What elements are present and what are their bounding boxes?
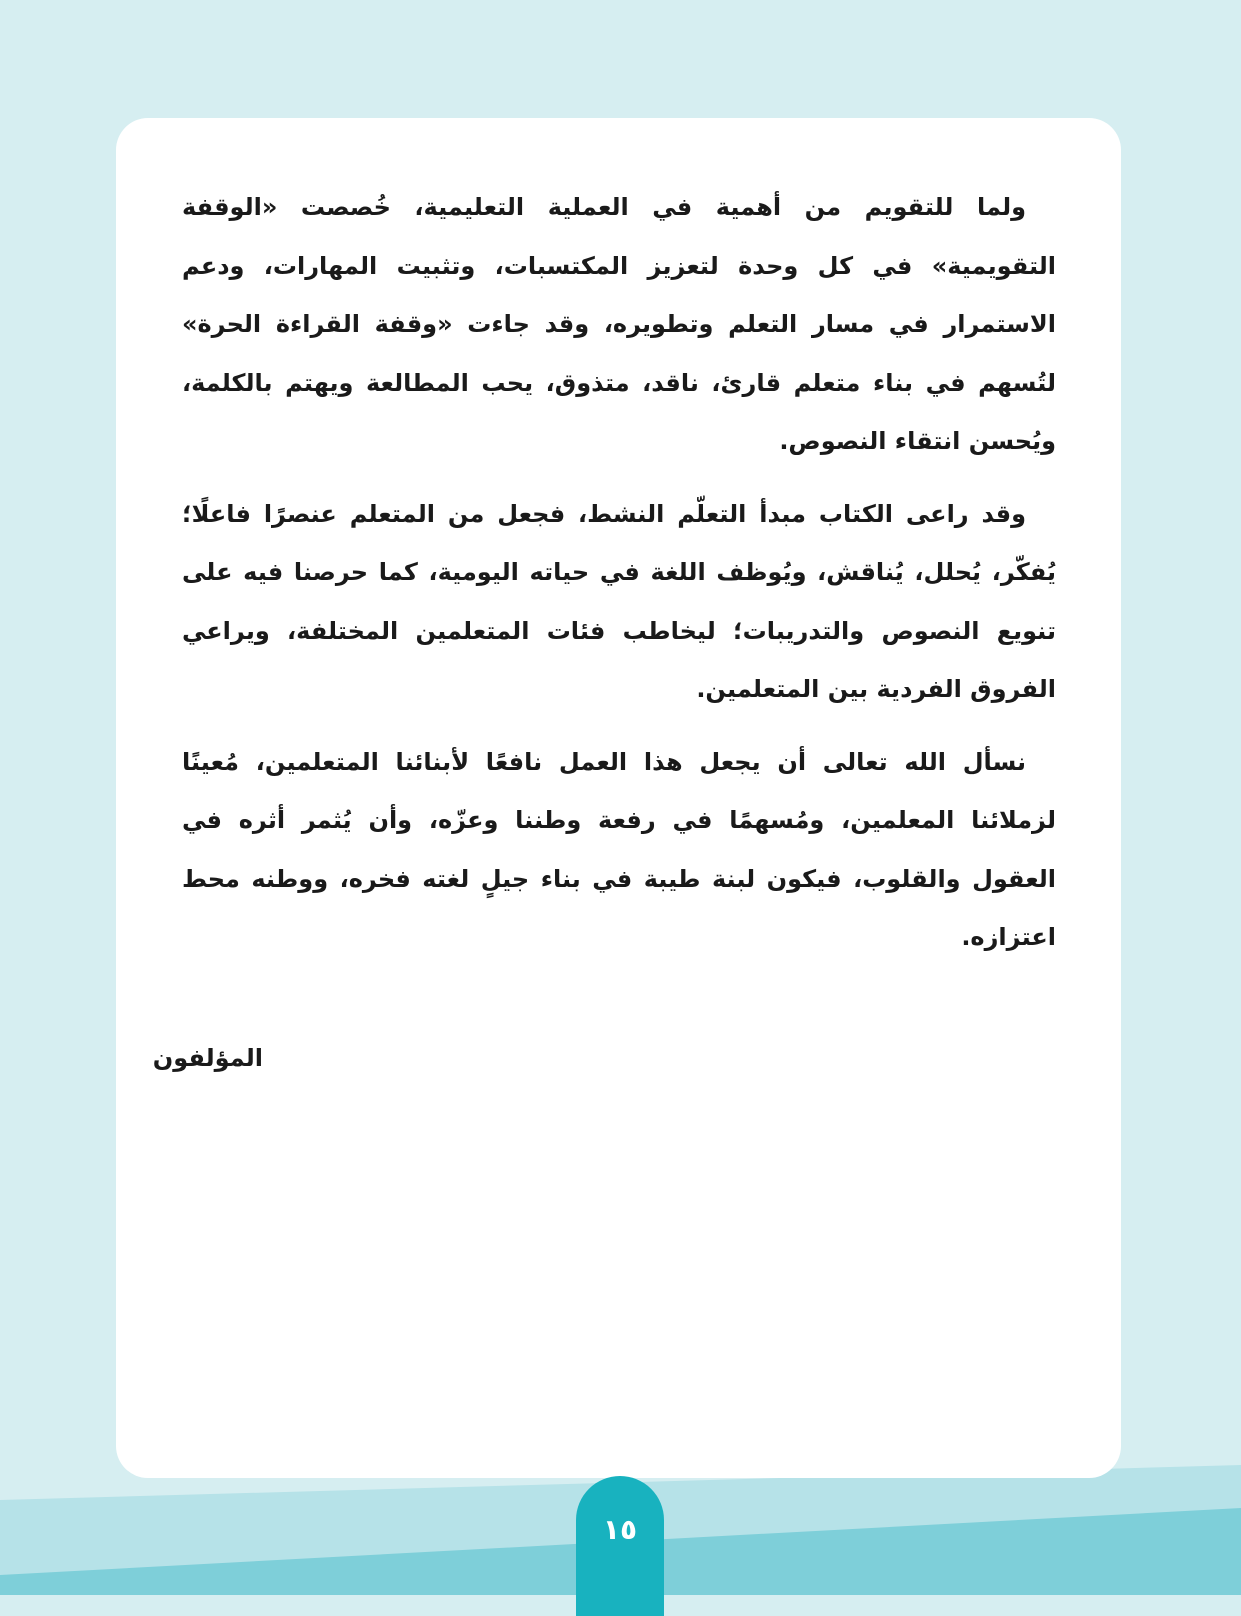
paragraph-assessment: ولما للتقويم من أهمية في العملية التعليمية، خُصصت «الوقفة التقويمية» في كل وحدة لتعزيز المكتسبات، وتثبيت المهارات، ودعم الاستمرار في مسار التعلم وتطويره، وقد جاءت «وقفة القراءة الحرة» لتُسهم في بناء متعلم قارئ، ناقد، متذوق، يحب المطالعة ويهتم بالكلمة، ويُحسن انتقاء النصوص. [182,193,1056,455]
paragraph-closing-prayer: نسأل الله تعالى أن يجعل هذا العمل نافعًا لأبنائنا المتعلمين، مُعينًا لزملائنا المعلمين، ومُسهمًا في رفعة وطننا وعزّه، وأن يُثمر أثره في العقول والقلوب، فيكون لبنة طيبة في بناء جيلٍ لغته فخره، ووطنه محط اعتزازه. [182,747,1056,951]
page-number: ١٥ [602,1513,638,1546]
page-number-tab [576,1476,664,1616]
paragraph-active-learning: وقد راعى الكتاب مبدأ التعلّم النشط، فجعل من المتعلم عنصرًا فاعلًا؛ يُفكّر، يُحلل، يُناقش، ويُوظف اللغة في حياته اليومية، كما حرصنا فيه على تنويع النصوص والتدريبات؛ ليخاطب فئات المتعلمين المختلفة، ويراعي الفروق الفردية بين المتعلمين. [182,499,1056,703]
preface-text [182,178,1056,981]
authors-signature: المؤلفون [152,1044,263,1072]
